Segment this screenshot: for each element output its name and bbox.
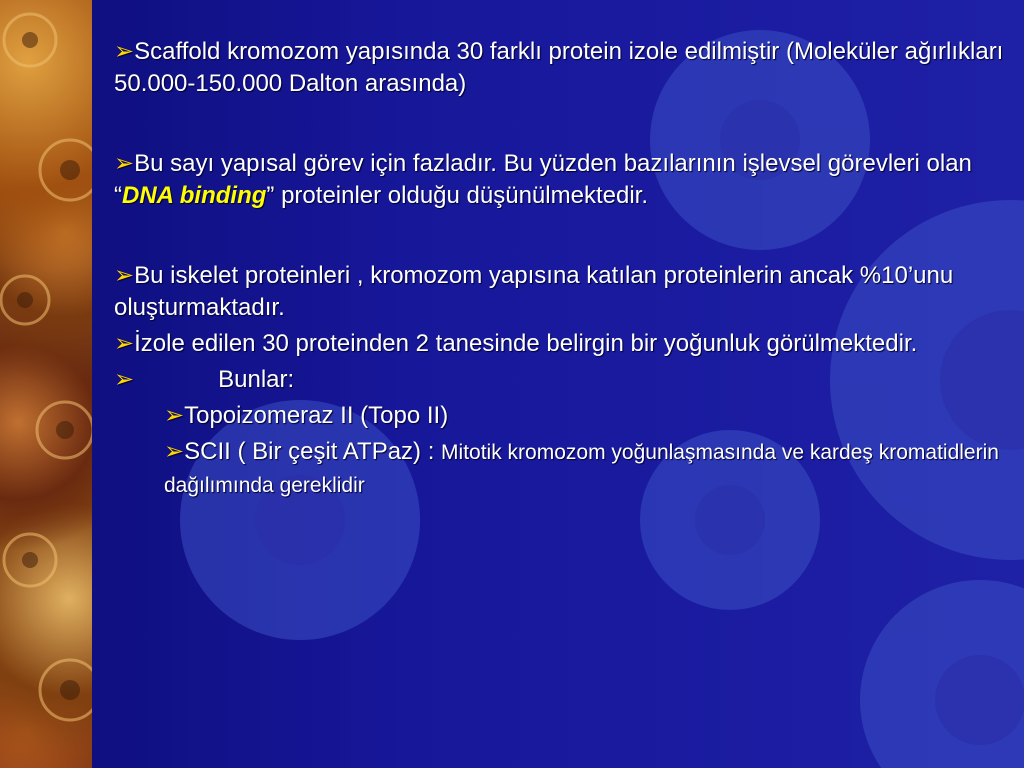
sub-bullet-1-text: Topoizomeraz II (Topo II): [184, 402, 449, 429]
arrow-bullet-icon: ➢: [164, 402, 185, 429]
bullet-paragraph-4: [114, 328, 1004, 360]
bullet-paragraph-1: [114, 36, 1004, 100]
spacer: [114, 100, 1004, 148]
paragraph-5-text: Bunlar:: [218, 366, 295, 393]
paragraph-1-text: Scaffold kromozom yapısında 30 farklı protein izole edilmiştir (Moleküler ağırlıkları 50.000-150.000 Dalton arasında): [114, 38, 1004, 97]
spacer: [114, 212, 1004, 260]
bullet-paragraph-5: [114, 364, 1004, 396]
dna-binding-emphasis: DNA binding: [122, 182, 267, 209]
sub-bullet-2-text-small: Mitotik kromozom yoğunlaşmasında ve kardeş kromatidlerin dağılımında gereklidir: [164, 441, 999, 497]
arrow-bullet-icon: ➢: [114, 38, 135, 65]
arrow-bullet-icon: ➢: [114, 262, 135, 289]
paragraph-4-text: İzole edilen 30 proteinden 2 tanesinde belirgin bir yoğunluk görülmektedir.: [134, 330, 918, 357]
arrow-bullet-icon: ➢: [164, 438, 185, 465]
paragraph-2-text-after: ” proteinler olduğu düşünülmektedir.: [266, 182, 648, 209]
bullet-paragraph-3: [114, 260, 1004, 324]
sub-bullet-2-text-main: SCII ( Bir çeşit ATPaz) :: [184, 438, 442, 465]
arrow-bullet-icon: ➢: [114, 366, 135, 393]
arrow-bullet-icon: ➢: [114, 330, 135, 357]
bullet-paragraph-2: [114, 148, 1004, 212]
paragraph-3-text: Bu iskelet proteinleri , kromozom yapısına katılan proteinlerin ancak %10’unu oluşturmaktadır.: [114, 262, 954, 321]
sub-bullet-2: [114, 436, 1004, 502]
slide-content: [114, 36, 1004, 502]
paragraph-2-text-before: Bu sayı yapısal görev için fazladır. Bu yüzden bazılarının işlevsel görevleri olan “: [114, 150, 972, 209]
arrow-bullet-icon: ➢: [114, 150, 135, 177]
sub-bullet-1: [114, 400, 1004, 432]
